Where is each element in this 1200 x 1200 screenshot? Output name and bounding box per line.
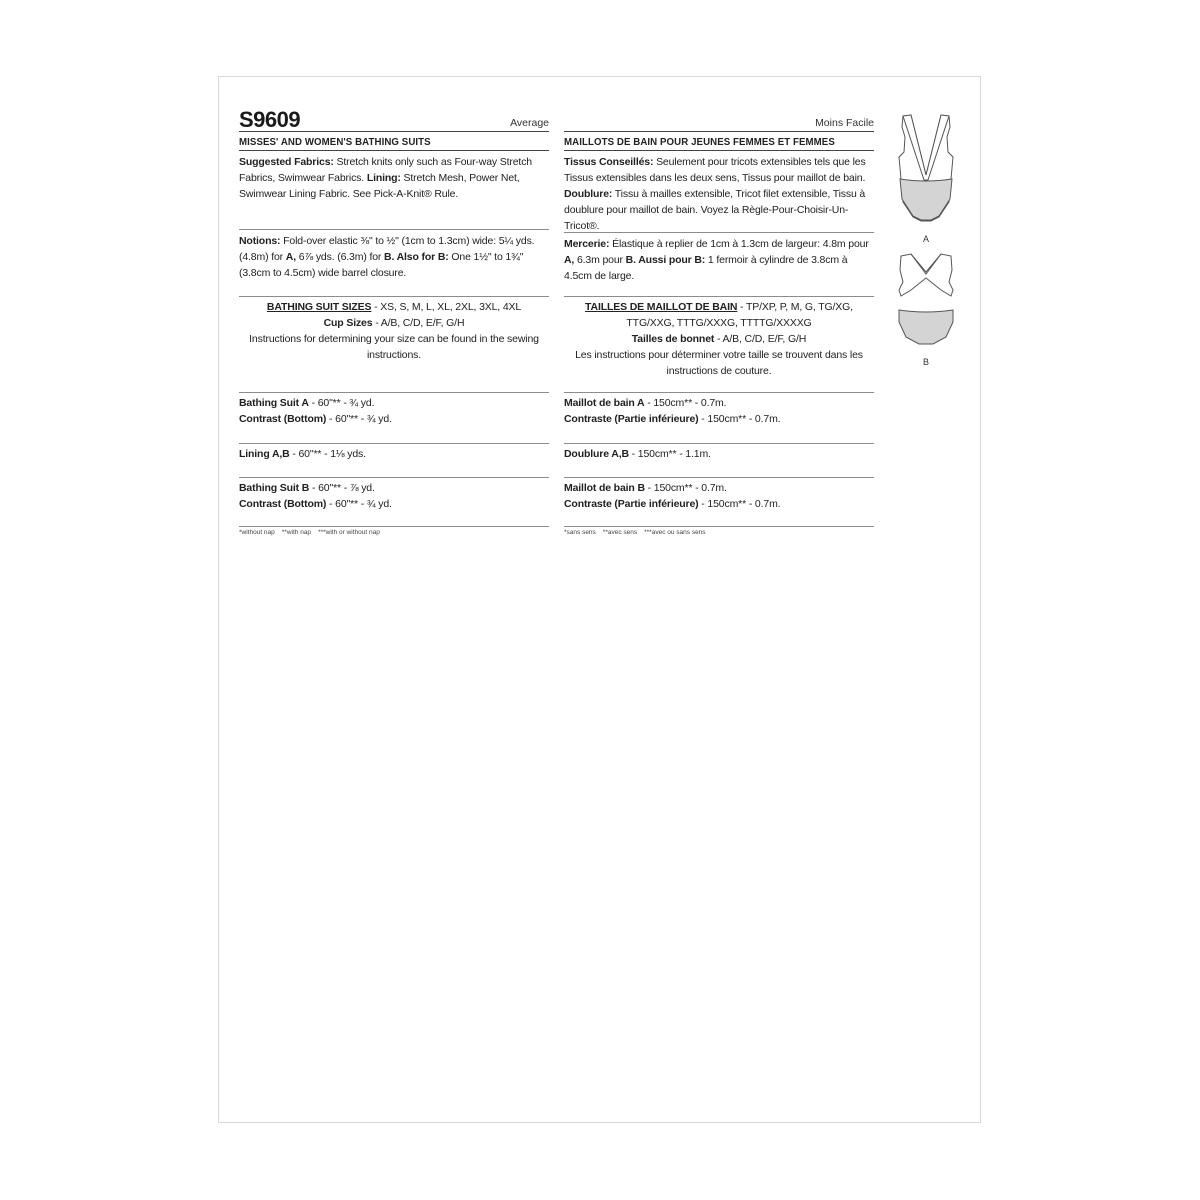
yardage-value: - 150cm** - 0.7m. <box>698 498 781 510</box>
notions-view-a: A, <box>564 254 575 266</box>
footnote: *without nap <box>239 529 275 536</box>
pattern-title: MISSES' AND WOMEN'S BATHING SUITS <box>239 136 431 148</box>
footnote: ***with or without nap <box>318 529 380 536</box>
footnote: *sans sens <box>564 529 596 536</box>
yardage-value: - 60"** - ⅞ yd. <box>309 482 375 494</box>
footnotes <box>564 527 874 536</box>
sizes-block <box>239 297 549 392</box>
yardage-label: Bathing Suit B <box>239 482 310 494</box>
yardage-label: Bathing Suit A <box>239 397 309 409</box>
yardage-value: - 60"** - ¾ yd. <box>326 498 392 510</box>
cup-sizes-values: - A/B, C/D, E/F, G/H <box>714 333 807 345</box>
notions-view-a: A, <box>285 251 296 263</box>
notions-view-b: B. Aussi pour B: <box>625 254 706 266</box>
yardage-value: - 150cm** - 0.7m. <box>698 413 781 425</box>
yardage-a <box>239 393 549 443</box>
notions-label: Notions: <box>239 235 281 247</box>
yardage-value: - 150cm** - 0.7m. <box>644 397 727 409</box>
yardage-label: Contraste (Partie inférieure) <box>564 498 699 510</box>
yardage-label: Contrast (Bottom) <box>239 413 327 425</box>
notions-text: One 1½" to 1¾" (3.8cm to 4.5cm) wide barrel closure. <box>239 251 524 279</box>
fabrics-label: Tissus Conseillés: <box>564 156 654 168</box>
notions-text: Élastique à replier de 1cm à 1.3cm de largeur: 4.8m pour <box>609 238 869 250</box>
footnote: ***avec ou sans sens <box>644 529 706 536</box>
yardage-label: Lining A,B <box>239 448 290 460</box>
footnote: **avec sens <box>602 529 638 536</box>
sizes-label: BATHING SUIT SIZES <box>266 301 372 313</box>
view-a <box>891 107 961 244</box>
french-column <box>564 77 874 536</box>
yardage-a <box>564 393 874 443</box>
yardage-label: Maillot de bain B <box>564 482 645 494</box>
yardage-lining <box>239 444 549 477</box>
notions-text: 6.3m pour <box>574 254 626 266</box>
footnotes <box>239 527 549 536</box>
sizes-block <box>564 297 874 392</box>
fabrics-text: Seulement pour tricots extensibles tels que les Tissus extensibles dans les deux sens, Tissus pour maillot de bain. <box>564 156 866 184</box>
yardage-value: - 60"** - ¾ yd. <box>308 397 375 409</box>
yardage-value: - 60"** - 1⅛ yds. <box>289 448 366 460</box>
sizes-note: Les instructions pour déterminer votre taille se trouvent dans les instructions de couture. <box>575 349 863 377</box>
yardage-label: Maillot de bain A <box>564 397 645 409</box>
sizes-label: TAILLES DE MAILLOT DE BAIN <box>585 301 738 313</box>
yardage-b <box>564 478 874 526</box>
english-column <box>239 77 549 536</box>
view-illustrations <box>891 107 961 367</box>
yardage-value: - 150cm** - 1.1m. <box>628 448 711 460</box>
suggested-fabrics <box>564 151 874 232</box>
difficulty-level: Moins Facile <box>815 117 874 129</box>
notions-label: Mercerie: <box>564 238 610 250</box>
notions <box>239 230 549 296</box>
pattern-code: S9609 <box>239 107 301 132</box>
notions <box>564 233 874 296</box>
sizes-note: Instructions for determining your size can be found in the sewing instructions. <box>249 333 539 361</box>
pattern-envelope-back <box>218 76 981 1123</box>
sizes-values: - XS, S, M, L, XL, 2XL, 3XL, 4XL <box>371 301 522 313</box>
notions-view-b: B. Also for B: <box>384 251 449 263</box>
lining-text: Stretch Mesh, Power Net, Swimwear Lining Fabric. See Pick-A-Knit® Rule. <box>239 172 520 200</box>
notions-text: 1 fermoir à cylindre de 3.8cm à 4.5cm de large. <box>564 254 848 282</box>
suggested-fabrics <box>239 151 549 229</box>
cup-sizes-label: Cup Sizes <box>323 317 373 329</box>
yardage-label: Contrast (Bottom) <box>239 498 327 510</box>
cup-sizes-label: Tailles de bonnet <box>631 333 715 345</box>
yardage-b <box>239 478 549 526</box>
fabrics-label: Suggested Fabrics: <box>239 156 334 168</box>
lining-text: Tissu à mailles extensible, Tricot filet extensible, Tissu à doublure pour maillot de bain. Voyez la Règle-Pour-Choisir-Un-Tricot®. <box>564 188 866 232</box>
difficulty-level: Average <box>510 117 549 129</box>
lining-label: Lining: <box>366 172 401 184</box>
yardage-value: - 60"** - ¾ yd. <box>326 413 392 425</box>
yardage-label: Doublure A,B <box>564 448 629 460</box>
notions-text: Fold-over elastic ⅜" to ½" (1cm to 1.3cm) wide: 5¼ yds. (4.8m) for <box>239 235 535 263</box>
notions-text: 6⅞ yds. (6.3m) for <box>295 251 385 263</box>
yardage-value: - 150cm** - 0.7m. <box>644 482 727 494</box>
pattern-title: MAILLOTS DE BAIN POUR JEUNES FEMMES ET FEMMES <box>564 136 835 148</box>
view-b <box>891 252 961 367</box>
yardage-label: Contraste (Partie inférieure) <box>564 413 699 425</box>
view-b-label: B <box>922 357 929 367</box>
yardage-lining <box>564 444 874 477</box>
fabrics-text: Stretch knits only such as Four-way Stretch Fabrics, Swimwear Fabrics. <box>239 156 532 184</box>
one-piece-swimsuit-icon <box>891 107 961 237</box>
sizes-values: - TP/XP, P, M, G, TG/XG, TTG/XXG, TTTG/XXXG, TTTTG/XXXXG <box>626 301 853 329</box>
view-a-label: A <box>922 234 929 244</box>
footnote: **with nap <box>281 529 312 536</box>
lining-label: Doublure: <box>564 188 613 200</box>
bikini-icon <box>891 252 961 352</box>
cup-sizes-values: - A/B, C/D, E/F, G/H <box>372 317 465 329</box>
